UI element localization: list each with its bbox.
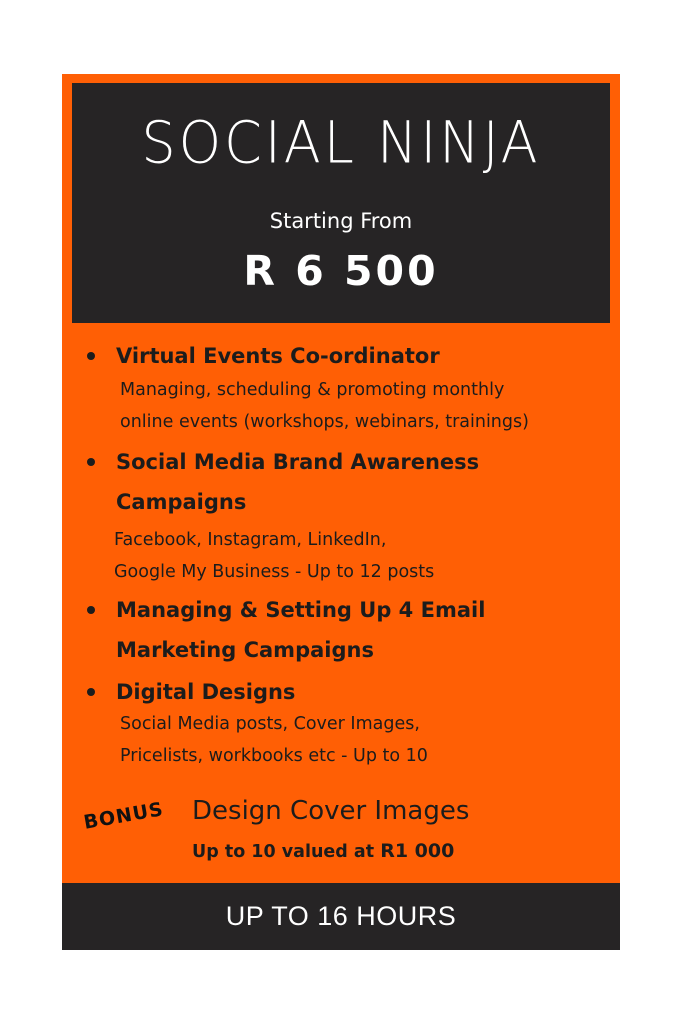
pricing-card [62,74,620,950]
package-title: SOCIAL NINJA [141,108,541,177]
pricing-header [72,83,610,323]
service-title: Campaigns [116,490,247,514]
package-price: R 6 500 [243,247,439,295]
bullet-icon [87,606,95,614]
service-description: Pricelists, workbooks etc - Up to 10 [120,746,428,766]
service-title: Virtual Events Co-ordinator [116,344,440,368]
bullet-icon [87,688,95,696]
service-title: Managing & Setting Up 4 Email [116,598,486,622]
bullet-icon [87,458,95,466]
starting-from-label: Starting From [269,209,413,233]
service-description: Facebook, Instagram, LinkedIn, [114,530,387,550]
service-description: Google My Business - Up to 12 posts [114,562,435,582]
bonus-subtitle [192,840,454,862]
service-description: Managing, scheduling & promoting monthly [120,380,505,400]
service-description: Social Media posts, Cover Images, [120,714,420,734]
bonus-subtitle-prefix: Up to 10 valued at [192,842,375,862]
hours-footer: UP TO 16 HOURS [62,883,620,950]
service-title: Marketing Campaigns [116,638,374,662]
service-title: Digital Designs [116,680,296,704]
service-title: Social Media Brand Awareness [116,450,480,474]
service-description: online events (workshops, webinars, trainings) [120,412,529,432]
bonus-value: R1 000 [380,840,455,862]
bonus-title: Design Cover Images [192,796,470,826]
bullet-icon [87,352,95,360]
bonus-badge: BONUS [82,798,166,834]
